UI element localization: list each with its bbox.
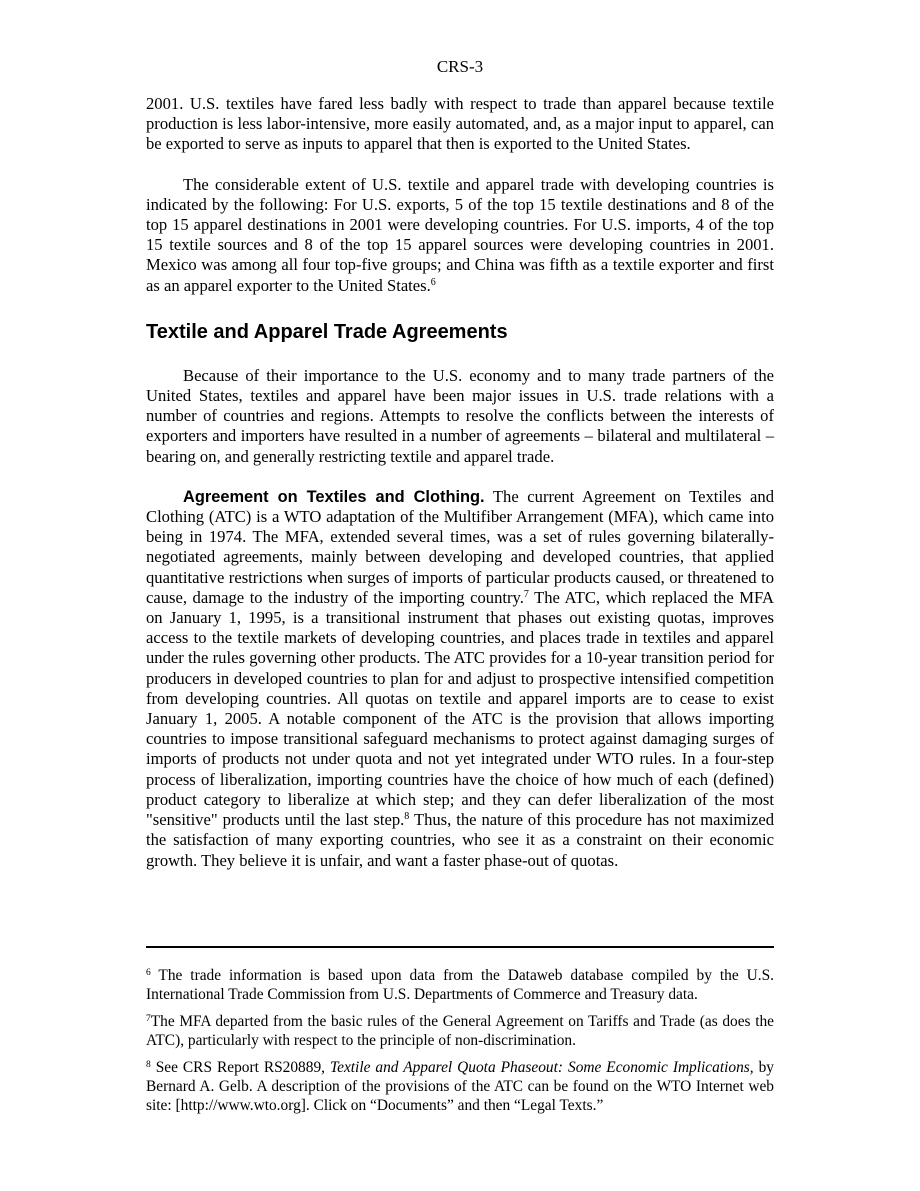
footnote-number: 8: [146, 1060, 151, 1070]
paragraph-text: The ATC, which replaced the MFA on January 1, 1995, is a transitional instrument that phases out existing quotas, improves access to the textile markets of developing countries, and places trade in textiles and apparel under the rules governing other products. The ATC provides for a 10-year transition period for producers in developed countries to plan for and adjust to prospective intensified competition from developing countries. All quotas on textile and apparel imports are to cease to exist January 1, 2005. A notable component of the ATC is the provision that allows importing countries to impose transitional safeguard mechanisms to protect against damaging surges of imports of products not under quota and not yet integrated under WTO rules. In a four-step process of liberalization, importing countries have the choice of how much of each (defined) product category to liberalize at which step; and they can defer liberalization of the most "sensitive" products until the last step.: [146, 587, 774, 830]
page-number: CRS-3: [436, 57, 484, 76]
section-heading: Textile and Apparel Trade Agreements: [146, 320, 508, 343]
footnote-7: [146, 1012, 774, 1050]
paragraph-text: Thus, the nature of this procedure has not maximized the satisfaction of many exporting countries, who see it as a constraint on their economic growth. They believe it is unfair, and want a faster phase-out of quotas.: [146, 810, 774, 870]
footnote-text: . Click on “Documents” and then “Legal Texts.”: [305, 1097, 604, 1114]
footnote-text: by Bernard A. Gelb. A description of the provisions of the ATC can be found on the WTO Internet web site:: [146, 1059, 774, 1114]
footnote-divider: [146, 946, 774, 948]
footnote-text: See CRS Report RS20889,: [150, 1059, 330, 1076]
footnote-number: 7: [146, 1014, 151, 1024]
paragraph-text: The considerable extent of U.S. textile and apparel trade with developing countries is indicated by the following: For U.S. exports, 5 of the top 15 textile destinations and 8 of the top 15 apparel destinations in 2001 were developing countries. For U.S. imports, 4 of the top 15 textile sources and 8 of the top 15 apparel sources were developing countries in 2001. Mexico was among all four top-five groups; and China was fifth as a textile exporter and first as an apparel exporter to the United States.: [146, 174, 774, 295]
footnote-ref-8[interactable]: 8: [404, 811, 410, 823]
main-text: [146, 94, 774, 871]
paragraph-atc: [146, 487, 774, 871]
run-in-heading: Agreement on Textiles and Clothing.: [183, 487, 485, 506]
paragraph-continued: 2001. U.S. textiles have fared less badly with respect to trade than apparel because textile production is less labor-intensive, more easily automated, and, as a major input to apparel, can be exported to serve as inputs to apparel that then is exported to the United States.: [146, 94, 774, 154]
footnotes: [146, 966, 774, 1123]
footnote-text: The trade information is based upon data from the Dataweb database compiled by the U.S. International Trade Commission from U.S. Departments of Commerce and Treasury data.: [146, 967, 774, 1003]
footnote-ref-6[interactable]: 6: [430, 276, 436, 288]
footnote-6: [146, 966, 774, 1004]
footnote-ref-7[interactable]: 7: [523, 588, 529, 600]
footnote-8: [146, 1058, 774, 1115]
footnote-number: 6: [146, 968, 151, 978]
paragraph-trade-extent: [146, 175, 774, 296]
paragraph-importance: Because of their importance to the U.S. economy and to many trade partners of the United States, textiles and apparel have been major issues in U.S. trade relations with a number of countries and regions. Attempts to resolve the conflicts between the interests of exporters and importers have resulted in a number of agreements – bilateral and multilateral – bearing on, and generally restricting textile and apparel trade.: [146, 365, 774, 466]
wto-link[interactable]: [http://www.wto.org]: [175, 1097, 306, 1114]
footnote-text: The MFA departed from the basic rules of the General Agreement on Tariffs and Trade (as does the ATC), particularly with respect to the principle of non-discrimination.: [146, 1013, 774, 1049]
paragraph-text: The current Agreement on Textiles and Clothing (ATC) is a WTO adaptation of the Multifiber Arrangement (MFA), which came into being in 1974. The MFA, extended several times, was a set of rules governing bilaterally-negotiated agreements, mainly between developing and developed countries, that applied quantitative restrictions when surges of imports of particular products caused, or threatened to cause, damage to the industry of the importing country.: [146, 486, 774, 607]
report-title: Textile and Apparel Quota Phaseout: Some Economic Implications,: [329, 1059, 754, 1076]
